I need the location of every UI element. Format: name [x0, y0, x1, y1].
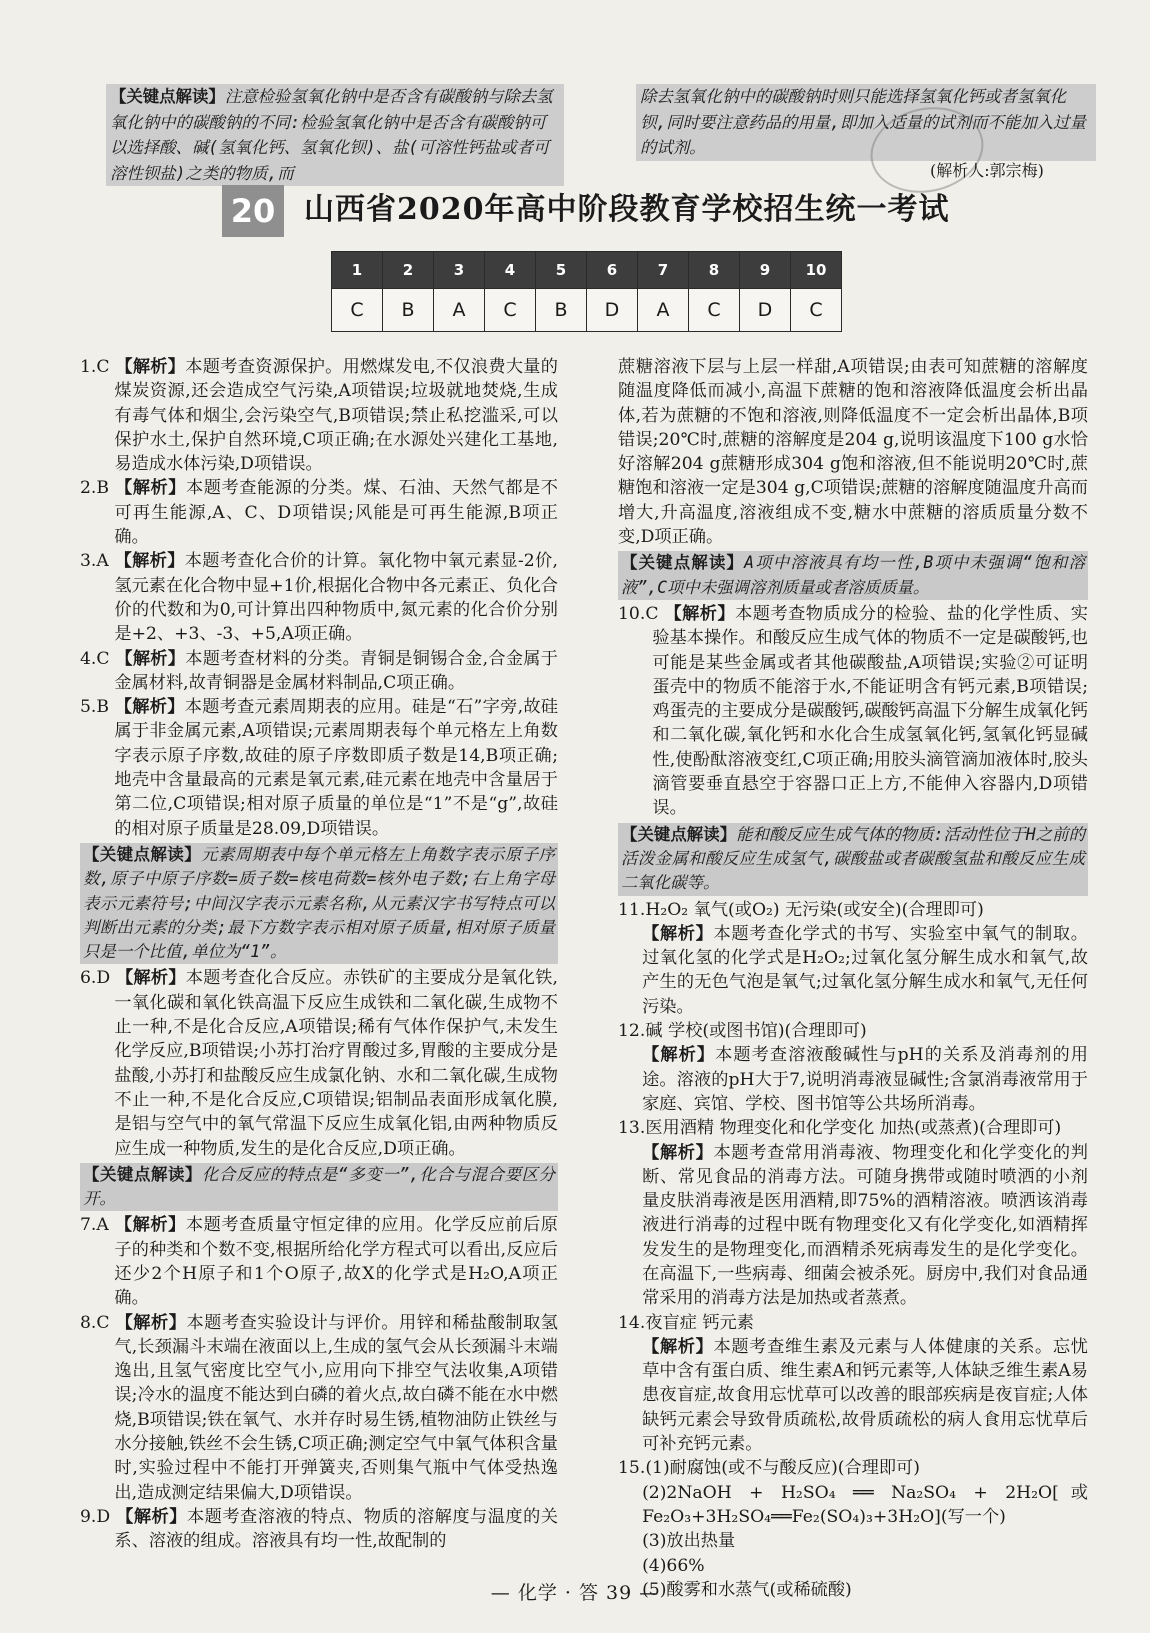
answer-item-7	[80, 1213, 558, 1310]
answer-number: 10.C	[618, 603, 659, 624]
analysis-tag: 【解析】	[642, 923, 714, 944]
answer-number: 6.D	[80, 968, 111, 989]
answer-item-2	[80, 476, 558, 549]
analysis-text: 本题考查溶液酸碱性与pH的关系及消毒剂的用途。溶液的pH大于7,说明消毒液显碱性;含氯消毒液常用于家庭、宾馆、学校、图书馆等公共场所消毒。	[642, 1045, 1088, 1114]
key-point-box	[618, 823, 1088, 896]
key-point-tag: 【关键点解读】	[621, 824, 737, 844]
answer-item-14	[618, 1311, 1088, 1335]
question-number-cell: 1	[332, 252, 383, 289]
analysis-text: 本题考查材料的分类。青铜是铜锡合金,合金属于金属材料,故青铜器是金属材料制品,C项正确。	[114, 648, 558, 693]
answer-number: 1.C	[80, 357, 110, 377]
answer-number: 13.医用酒精	[618, 1118, 715, 1139]
question-number-cell: 10	[791, 252, 842, 289]
question-number-cell: 8	[689, 252, 740, 289]
answer-item-9	[80, 1505, 558, 1554]
analysis-tag: 【解析】	[115, 478, 187, 499]
analysis-tag: 【解析】	[642, 1142, 714, 1163]
answer-item-1	[80, 355, 558, 476]
answer-table-answer-row	[332, 289, 842, 332]
key-point-box-top-right	[636, 84, 1096, 161]
analysis-text: 本题考查化合反应。赤铁矿的主要成分是氧化铁,一氧化碳和氧化铁高温下反应生成铁和二氧化碳,生成物不止一种,不是化合反应,A项错误;稀有气体作保护气,未发生化学反应,B项错误;小苏打治疗胃酸过多,胃酸的主要成分是盐酸,小苏打和盐酸反应生成氯化钠、水和二氧化碳,生成物不止一种,不是化合反应,C项错误;铝制品表面形成氧化膜,是铝与空气中的氧气常温下反应生成氧化铝,由两种物质反应生成一种物质,发生的是化合反应,D项正确。	[114, 968, 558, 1159]
answer-item-6	[80, 966, 558, 1160]
answer-item-15-part-3: (3)放出热量	[642, 1531, 736, 1552]
question-number-cell: 3	[434, 252, 485, 289]
analysis-tag: 【解析】	[642, 1045, 716, 1066]
key-point-tag: 【关键点解读】	[621, 553, 745, 573]
answer-values: 钙元素	[702, 1312, 754, 1333]
analysis-tag: 【解析】	[115, 1312, 187, 1333]
question-number-cell: 6	[587, 252, 638, 289]
answer-item-13	[618, 1116, 1088, 1140]
analysis-text: 本题考查常用消毒液、物理变化和化学变化的判断、常见食品的消毒方法。可随身携带或随时喷洒的小剂量皮肤消毒液是医用酒精,即75%的酒精溶液。喷洒该消毒液进行消毒的过程中既有物理变化又有化学变化,如酒精挥发发生的是物理变化,而酒精杀死病毒发生的是化学变化。在高温下,一些病毒、细菌会被杀死。厨房中,我们对食品通常采用的消毒方法是加热或者蒸煮。	[642, 1142, 1088, 1309]
analysis-text: 本题考查维生素及元素与人体健康的关系。忘忧草中含有蛋白质、维生素A和钙元素等,人体缺乏维生素A易患夜盲症,故食用忘忧草可以改善的眼部疾病是夜盲症;人体缺钙元素会导致骨质疏松,故骨质疏松的病人食用忘忧草后可补充钙元素。	[642, 1336, 1088, 1455]
section-title: 山西省2020年高中阶段教育学校招生统一考试	[304, 192, 950, 227]
answer-item-15-part-5: (5)酸雾和水蒸气(或稀硫酸)	[642, 1579, 852, 1600]
question-number-cell: 5	[536, 252, 587, 289]
analysis-text: 本题考查质量守恒定律的应用。化学反应前后原子的种类和个数不变,根据所给化学方程式可以看出,反应后还少2个H原子和1个O原子,故X的化学式是H₂O,A项正确。	[114, 1215, 558, 1309]
analysis-text: 本题考查化合价的计算。氧化物中氧元素显-2价,氢元素在化合物中显+1价,根据化合物中各元素正、负化合价的代数和为0,可计算出四种物质中,氮元素的化合价分别是+2、+3、-3、+5,A项正确。	[114, 551, 558, 645]
answer-item-11	[618, 898, 1088, 922]
key-point-text: 化合反应的特点是“多变一”,化合与混合要区分开。	[83, 1164, 556, 1209]
analysis-tag: 【解析】	[116, 1506, 187, 1527]
answer-item-5	[80, 695, 558, 841]
right-column	[618, 355, 1088, 1602]
key-point-tag: 【关键点解读】	[110, 87, 225, 106]
answer-cell: A	[638, 289, 689, 332]
key-point-box-top-left	[106, 84, 564, 186]
answer-table	[331, 251, 842, 332]
analysis-text: 本题考查元素周期表的应用。硅是“石”字旁,故硅属于非金属元素,A项错误;元素周期表每个单元格左上角数字表示原子序数,故硅的原子序数即质子数是14,B项正确;地壳中含量最高的元素是氧元素,硅元素在地壳中含量居于第二位,C项错误;相对原子质量的单位是“1”不是“g”,故硅的相对原子质量是28.09,D项错误。	[114, 697, 558, 839]
answer-number: 5.B	[80, 697, 110, 718]
answer-number: 14.夜盲症	[618, 1312, 697, 1333]
answer-values: 氧气(或O₂) 无污染(或安全)(合理即可)	[693, 899, 984, 920]
analysis-text: 本题考查化学式的书写、实验室中氧气的制取。过氧化氢的化学式是H₂O₂;过氧化氢分解生成水和氧气,故产生的无色气泡是氧气;过氧化氢分解生成水和氧气,无任何污染。	[642, 923, 1088, 1017]
answer-item-14-analysis	[618, 1335, 1088, 1456]
analysis-tag: 【解析】	[115, 648, 186, 669]
answer-number: 4.C	[80, 648, 110, 669]
answer-values: 学校(或图书馆)(合理即可)	[668, 1021, 867, 1042]
key-point-text: 能和酸反应生成气体的物质:活动性位于H之前的活泼金属和酸反应生成氢气,碳酸盐或者碳酸氢盐和酸反应生成二氧化碳等。	[621, 824, 1085, 893]
answer-cell: B	[536, 289, 587, 332]
answer-cell: D	[587, 289, 638, 332]
key-point-text: 注意检验氢氧化钠中是否含有碳酸钠与除去氢氧化钠中的碳酸钠的不同:检验氢氧化钠中是否含有碳酸钠可以选择酸、碱(氢氧化钙、氢氧化钡)、盐(可溶性钙盐或者可溶性钡盐)之类的物质,而	[110, 87, 553, 183]
answer-cell: C	[332, 289, 383, 332]
analysis-tag: 【解析】	[114, 551, 185, 572]
answer-item-11-analysis	[618, 922, 1088, 1019]
answer-item-13-analysis	[618, 1141, 1088, 1311]
question-number-cell: 9	[740, 252, 791, 289]
analysis-tag: 【解析】	[115, 968, 186, 989]
analysis-tag: 【解析】	[664, 603, 736, 624]
analysis-text: 本题考查资源保护。用燃煤发电,不仅浪费大量的煤炭资源,还会造成空气污染,A项错误;垃圾就地焚烧,生成有毒气体和烟尘,会污染空气,B项错误;禁止私挖滥采,可以保护水土,保护自然环境,C项正确;在水源处兴建化工基地,易造成水体污染,D项错误。	[114, 357, 558, 475]
question-number-cell: 4	[485, 252, 536, 289]
analysis-text: 本题考查实验设计与评价。用锌和稀盐酸制取氢气,长颈漏斗末端在液面以上,生成的氢气会从长颈漏斗末端逸出,且氢气密度比空气小,应用向下排空气法收集,A项错误;冷水的温度不能达到白磷的着火点,故白磷不能在水中燃烧,B项错误;铁在氧气、水并存时易生锈,植物油防止铁丝与水分接触,铁丝不会生锈,C项正确;测定空气中氧气体积含量时,实验过程中不能打开弹簧夹,否则集气瓶中气体受热逸出,造成测定结果偏大,D项错误。	[114, 1312, 558, 1503]
question-number-cell: 7	[638, 252, 689, 289]
analysis-tag: 【解析】	[114, 1215, 186, 1236]
key-point-tag: 【关键点解读】	[83, 844, 202, 864]
page-footer: — 化学 · 答 39 —	[490, 1582, 660, 1604]
analysis-text: 本题考查能源的分类。煤、石油、天然气都是不可再生能源,A、C、D项错误;风能是可再生能源,B项正确。	[114, 478, 558, 548]
analysis-text: 本题考查物质成分的检验、盐的化学性质、实验基本操作。和酸反应生成气体的物质不一定是碳酸钙,也可能是某些金属或者其他碳酸盐,A项错误;实验②可证明蛋壳中的物质不能溶于水,不能证明含有钙元素,B项错误;鸡蛋壳的主要成分是碳酸钙,碳酸钙高温下分解生成氧化钙和二氧化碳,氧化钙和水化合生成氢氧化钙,氢氧化钙显碱性,使酚酞溶液变红,C项正确;用胶头滴管滴加液体时,胶头滴管要垂直悬空于容器口正上方,不能伸入容器内,D项错误。	[652, 603, 1088, 819]
question-number-cell: 2	[383, 252, 434, 289]
answer-cell: A	[434, 289, 485, 332]
answer-item-8	[80, 1311, 558, 1505]
answer-item-9-continued: 蔗糖溶液下层与上层一样甜,A项错误;由表可知蔗糖的溶解度随温度降低而减小,高温下蔗糖的饱和溶液降低温度会析出晶体,若为蔗糖的不饱和溶液,则降低温度不一定会析出晶体,B项错误;20℃时,蔗糖的溶解度是204 g,说明该温度下100 g水恰好溶解204 g蔗糖形成304 g饱和溶液,但不能说明20℃时,蔗糖饱和溶液一定是304 g,C项错误;蔗糖的溶解度随温度升高而增大,升高温度,溶液组成不变,糖水中蔗糖的溶质质量分数不变,D项正确。	[618, 357, 1088, 548]
answer-item-4	[80, 647, 558, 696]
key-point-text: 除去氢氧化钠中的碳酸钠时则只能选择氢氧化钙或者氢氧化钡,同时要注意药品的用量,即加入适量的试剂而不能加入过量的试剂。	[640, 87, 1086, 157]
left-column	[80, 355, 558, 1554]
analyst-credit: (解析人:郭宗梅)	[930, 161, 1044, 180]
answer-item-15-part-4: (4)66%	[642, 1555, 705, 1576]
answer-number: 7.A	[80, 1215, 109, 1236]
key-point-box	[80, 843, 558, 964]
answer-item-12-analysis	[618, 1043, 1088, 1116]
answer-number: 12.碱	[618, 1021, 663, 1042]
answer-item-15-part-2: (2)2NaOH + H₂SO₄ ══ Na₂SO₄ + 2H₂O[或Fe₂O₃+3H₂SO₄══Fe₂(SO₄)₃+3H₂O](写一个)	[642, 1482, 1088, 1527]
key-point-box	[80, 1163, 558, 1212]
section-number: 20	[222, 185, 284, 237]
answer-item-12	[618, 1019, 1088, 1043]
answer-number: 8.C	[80, 1312, 110, 1333]
key-point-text: 元素周期表中每个单元格左上角数字表示原子序数,原子中原子序数=质子数=核电荷数=核外电子数;右上角字母表示元素符号;中间汉字表示元素名称,从元素汉字书写特点可以判断出元素的分类;最下方数字表示相对原子质量,相对原子质量只是一个比值,单位为“1”。	[83, 844, 556, 962]
analysis-text: 本题考查溶液的特点、物质的溶解度与温度的关系、溶液的组成。溶液具有均一性,故配制的	[114, 1506, 558, 1552]
answer-item-15-part-1: 15.(1)耐腐蚀(或不与酸反应)(合理即可)	[618, 1458, 920, 1479]
analysis-tag: 【解析】	[114, 697, 185, 718]
key-point-box	[618, 551, 1088, 600]
analysis-tag: 【解析】	[642, 1336, 714, 1357]
answer-cell: B	[383, 289, 434, 332]
answer-cell: C	[485, 289, 536, 332]
answer-item-3	[80, 549, 558, 646]
answer-number: 9.D	[80, 1506, 111, 1527]
analysis-tag: 【解析】	[115, 357, 186, 377]
answer-values: 物理变化和化学变化 加热(或蒸煮)(合理即可)	[719, 1118, 1062, 1139]
answer-item-10	[618, 602, 1088, 821]
answer-number: 11.H₂O₂	[618, 899, 689, 920]
answer-cell: C	[689, 289, 740, 332]
answer-number: 3.A	[80, 551, 109, 572]
answer-cell: C	[791, 289, 842, 332]
answer-table-header-row	[332, 252, 842, 289]
answer-cell: D	[740, 289, 791, 332]
key-point-tag: 【关键点解读】	[83, 1164, 202, 1184]
answer-number: 2.B	[80, 478, 110, 499]
key-point-text: A项中溶液具有均一性,B项中未强调“饱和溶液”,C项中未强调溶剂质量或者溶质质量。	[621, 553, 1085, 597]
